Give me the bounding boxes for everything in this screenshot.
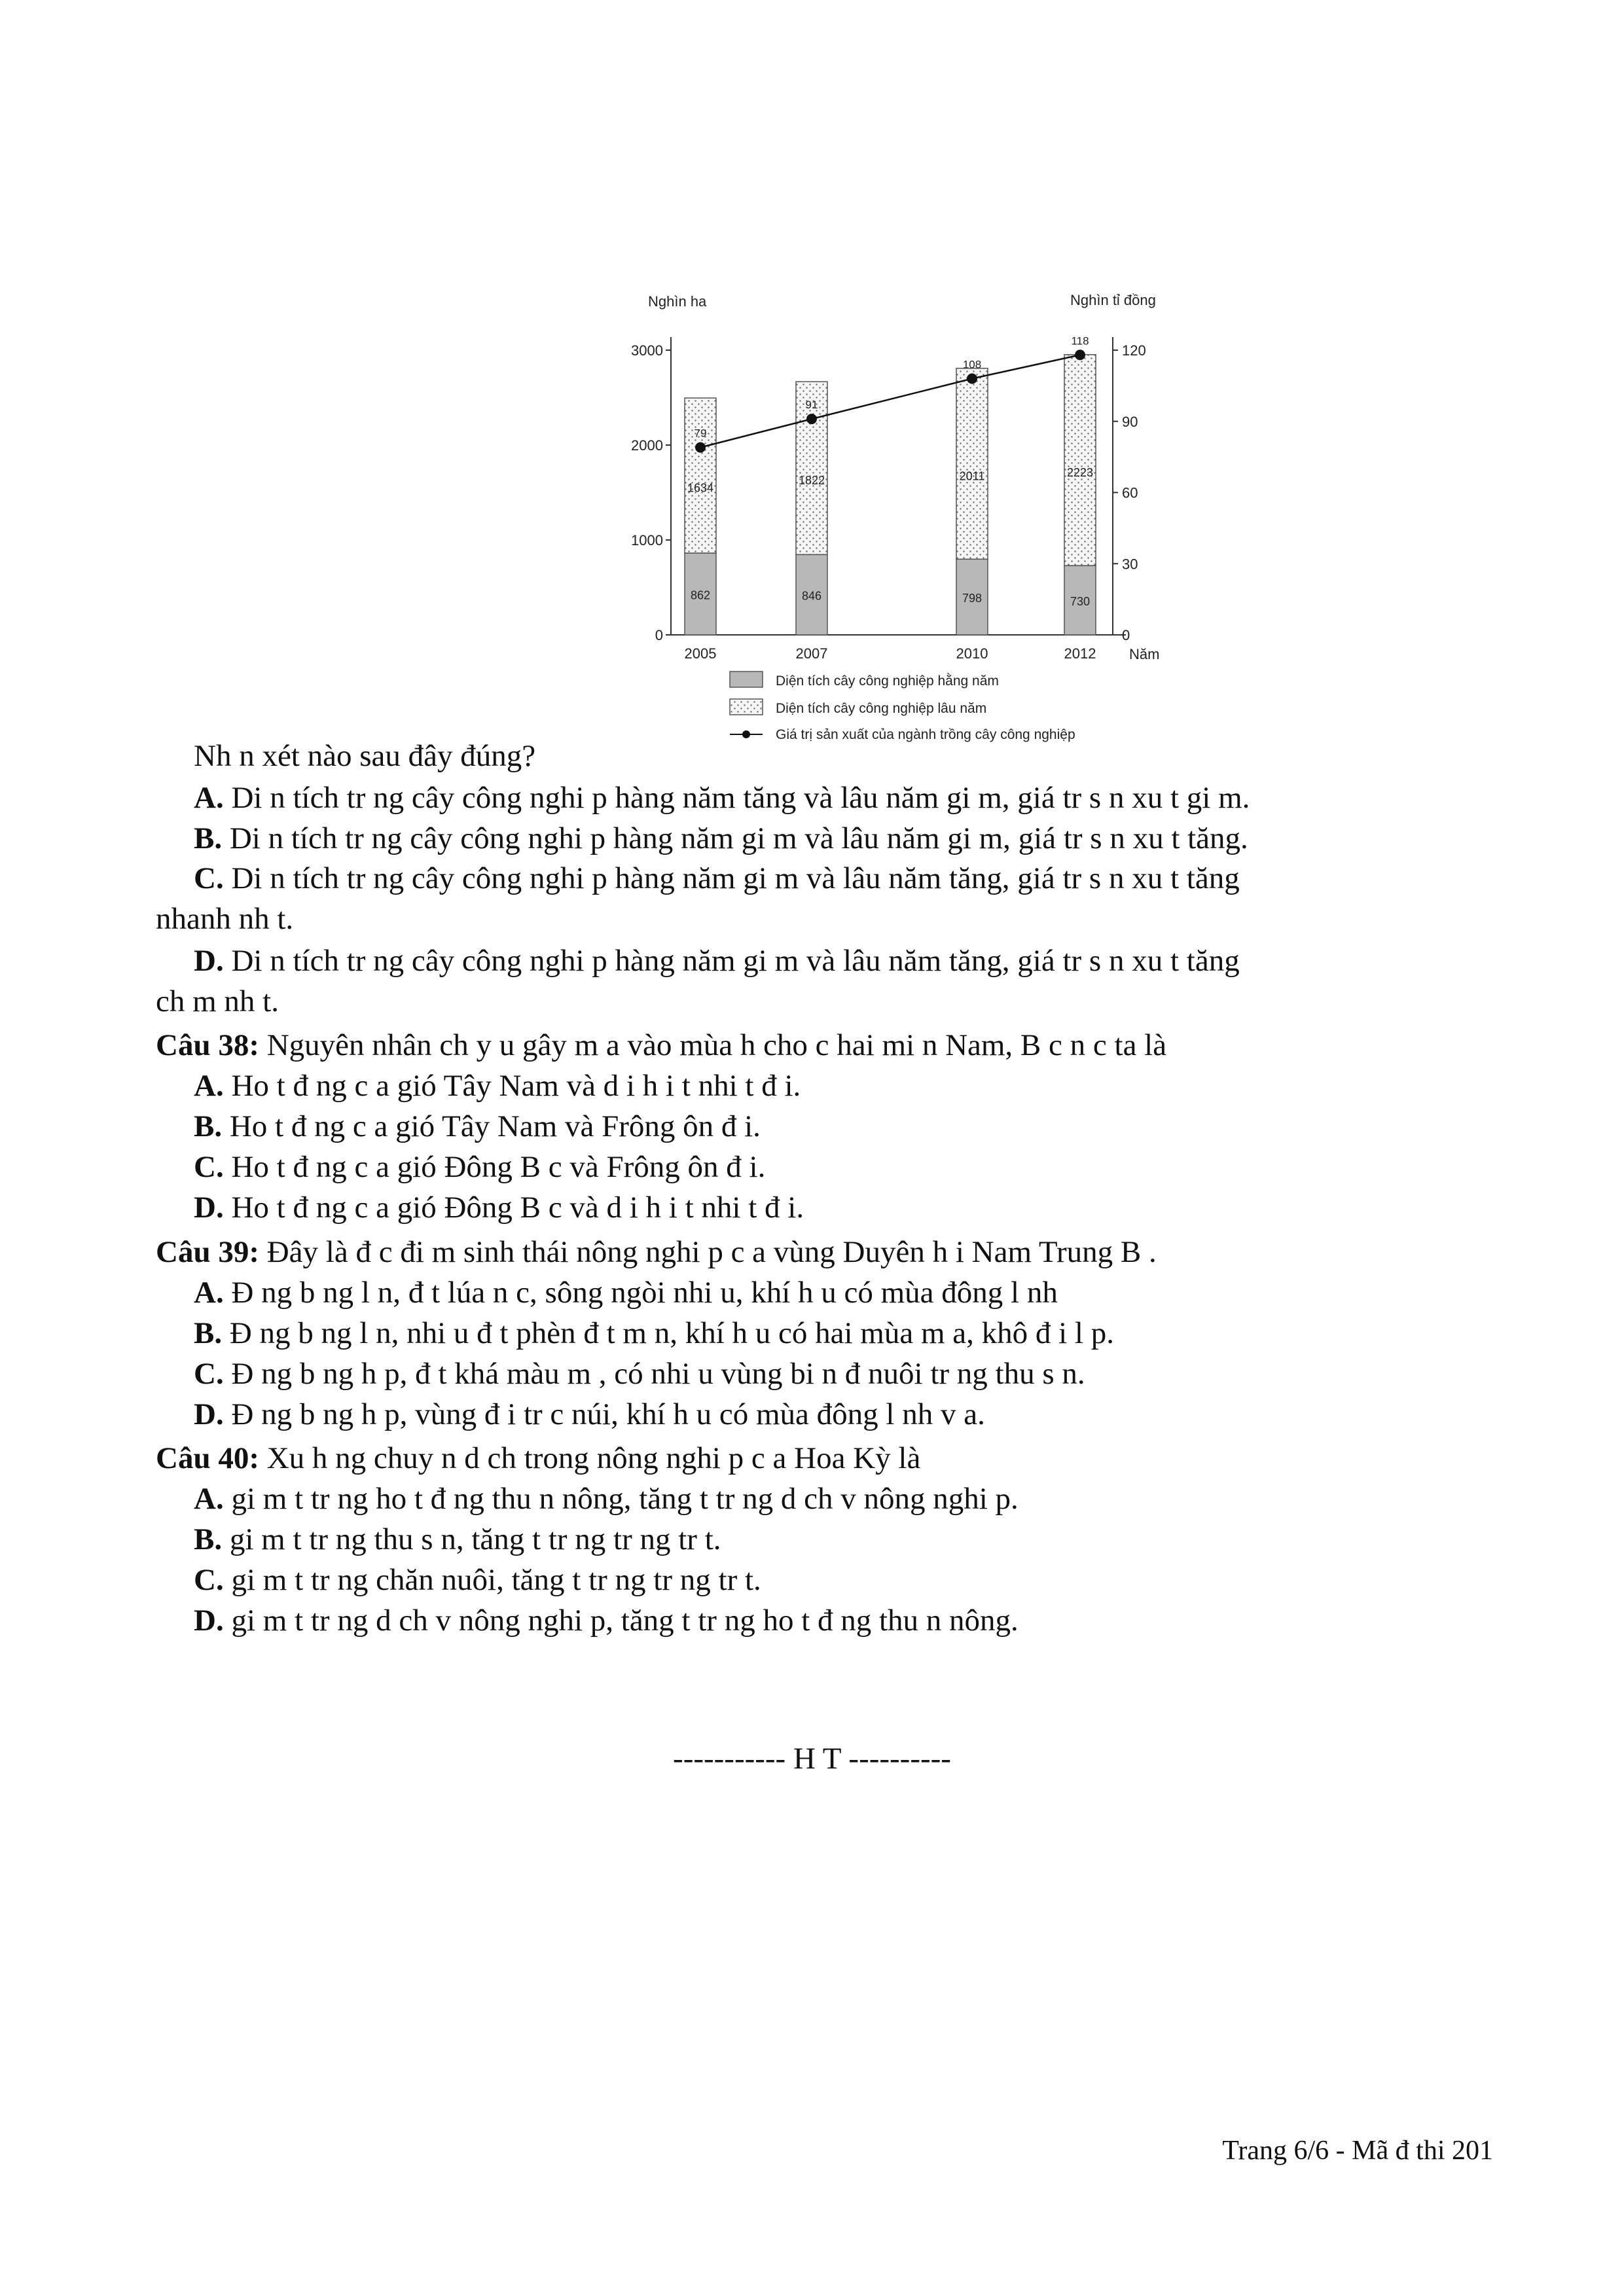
option-key: A. [194, 781, 224, 815]
right-tick-label: 120 [1122, 342, 1146, 359]
option-text: gi m t tr ng chăn nuôi, tăng t tr ng tr ng tr t. [223, 1563, 761, 1597]
bar-perennial-label: 2011 [959, 469, 985, 483]
end-marker: ----------- H T ---------- [673, 1742, 951, 1776]
left-tick-label: 3000 [631, 342, 663, 359]
option-key: A. [194, 1069, 224, 1103]
bar-annual-label: 730 [1070, 595, 1091, 609]
option-text: Di n tích tr ng cây công nghi p hàng năm gi m và lâu năm tăng, giá tr s n xu t tăng [223, 861, 1240, 895]
q37-option-a [194, 780, 1250, 816]
option-key: C. [194, 861, 224, 895]
left-tick-label: 0 [655, 627, 663, 643]
right-tick-label: 90 [1122, 413, 1138, 430]
q38-option-a [194, 1067, 801, 1104]
option-text: Đ ng b ng h p, đ t khá màu m , có nhi u vùng bi n đ nuôi tr ng thu s n. [223, 1357, 1085, 1391]
value-point-label: 108 [962, 358, 982, 371]
question-label: Câu 38: [156, 1028, 259, 1062]
bar-perennial-label: 2223 [1066, 465, 1094, 479]
legend-label-annual: Diện tích cây công nghiệp hằng năm [776, 673, 999, 689]
option-key: D. [194, 1604, 224, 1638]
value-point-2007 [806, 414, 817, 424]
option-text: Đ ng b ng l n, đ t lúa n c, sông ngòi nhi u, khí h u có mùa đông l nh [223, 1276, 1058, 1310]
left-axis-label: Nghìn ha [648, 293, 707, 310]
option-text: Ho t đ ng c a gió Tây Nam và Frông ôn đ i. [222, 1109, 761, 1143]
option-text: gi m t tr ng ho t đ ng thu n nông, tăng t tr ng d ch v nông nghi p. [223, 1482, 1019, 1516]
q38-option-d [194, 1189, 804, 1226]
value-point-2005 [695, 442, 706, 453]
option-text: Đ ng b ng h p, vùng đ i tr c núi, khí h u có mùa đông l nh v a. [223, 1397, 985, 1431]
q40-option-a [194, 1480, 1019, 1517]
option-text: Di n tích tr ng cây công nghi p hàng năm tăng và lâu năm gi m, giá tr s n xu t gi m. [223, 781, 1250, 815]
option-key: D. [194, 1397, 224, 1431]
x-axis-label: Năm [1129, 646, 1160, 662]
x-tick-label: 2012 [1064, 645, 1096, 662]
x-tick-label: 2005 [684, 645, 717, 662]
bar-perennial-label: 1822 [798, 474, 825, 488]
right-axis-label: Nghìn tỉ đồng [1070, 292, 1156, 308]
option-text: Ho t đ ng c a gió Đông B c và Frông ôn đ i. [223, 1150, 766, 1184]
legend-swatch-annual [730, 672, 763, 687]
q37-option-d [194, 942, 1240, 979]
option-text: gi m t tr ng d ch v nông nghi p, tăng t tr ng ho t đ ng thu n nông. [223, 1604, 1019, 1638]
q39-option-a [194, 1274, 1058, 1311]
value-point-label: 79 [694, 427, 707, 440]
q40-option-d [194, 1602, 1019, 1639]
q40-stem [156, 1440, 920, 1477]
q37-option-d-continued: ch m nh t. [156, 984, 279, 1018]
q38-option-c [194, 1149, 765, 1185]
legend-line-marker [742, 730, 750, 738]
value-point-label: 91 [805, 399, 818, 412]
page-footer: Trang 6/6 - Mã đ thi 201 [1222, 2136, 1493, 2166]
bar-perennial-2005 [685, 398, 716, 553]
legend-swatch-perennial [730, 699, 763, 715]
legend-label-perennial: Diện tích cây công nghiệp lâu năm [776, 701, 987, 716]
value-point-label: 118 [1071, 334, 1089, 348]
question-label: Câu 39: [156, 1235, 259, 1269]
option-key: C. [194, 1357, 224, 1391]
option-key: A. [194, 1482, 224, 1516]
option-key: B. [194, 1522, 223, 1556]
option-text: Di n tích tr ng cây công nghi p hàng năm gi m và lâu năm tăng, giá tr s n xu t tăng [223, 944, 1240, 978]
option-text: gi m t tr ng thu s n, tăng t tr ng tr ng tr t. [222, 1522, 721, 1556]
option-text: Di n tích tr ng cây công nghi p hàng năm gi m và lâu năm gi m, giá tr s n xu t tăng. [222, 821, 1248, 855]
question-text: Nguyên nhân ch y u gây m a vào mùa h cho c hai mi n Nam, B c n c ta là [259, 1028, 1167, 1062]
value-line [700, 355, 1080, 447]
q38-option-b [194, 1108, 761, 1145]
bar-annual-label: 862 [690, 588, 711, 602]
bar-perennial-label: 1634 [687, 481, 714, 495]
option-key: B. [194, 1316, 223, 1350]
q40-option-b [194, 1521, 721, 1558]
x-tick-label: 2010 [956, 645, 988, 662]
industrial-crops-chart [609, 288, 1178, 759]
question-text: Đây là đ c đi m sinh thái nông nghi p c a vùng Duyên h i Nam Trung B . [259, 1235, 1157, 1269]
x-tick-label: 2007 [795, 645, 828, 662]
option-text: Ho t đ ng c a gió Đông B c và d i h i t nhi t đ i. [223, 1191, 804, 1225]
option-key: B. [194, 1109, 223, 1143]
q37-option-c [194, 860, 1240, 897]
q40-option-c [194, 1562, 761, 1598]
bar-annual-label: 798 [962, 592, 983, 605]
bar-perennial-2010 [956, 368, 988, 560]
q39-option-c [194, 1355, 1085, 1392]
value-point-2010 [967, 374, 977, 384]
right-tick-label: 0 [1122, 627, 1130, 643]
question-label: Câu 40: [156, 1441, 259, 1475]
right-tick-label: 30 [1122, 556, 1138, 573]
option-key: B. [194, 821, 223, 855]
legend-label-value: Giá trị sản xuất của ngành trồng cây công nghiệp [776, 727, 1075, 742]
left-tick-label: 1000 [631, 532, 663, 548]
option-text: Ho t đ ng c a gió Tây Nam và d i h i t nhi t đ i. [223, 1069, 801, 1103]
option-key: C. [194, 1563, 224, 1597]
option-key: D. [194, 1191, 224, 1225]
value-point-2012 [1075, 350, 1085, 360]
q38-stem [156, 1027, 1166, 1064]
option-key: D. [194, 944, 224, 978]
question-text: Xu h ng chuy n d ch trong nông nghi p c a Hoa Kỳ là [259, 1441, 921, 1475]
q39-option-b [194, 1315, 1114, 1352]
option-text: Đ ng b ng l n, nhi u đ t phèn đ t m n, khí h u có hai mùa m a, khô đ i l p. [222, 1316, 1114, 1350]
left-tick-label: 2000 [631, 437, 663, 454]
option-key: A. [194, 1276, 224, 1310]
q39-stem [156, 1234, 1157, 1270]
q37-prompt: Nh n xét nào sau đây đúng? [194, 739, 536, 773]
bar-perennial-2012 [1064, 355, 1096, 565]
q39-option-d [194, 1396, 985, 1433]
option-key: C. [194, 1150, 224, 1184]
bar-annual-label: 846 [801, 589, 822, 603]
q37-option-b [194, 820, 1248, 857]
q37-option-c-continued: nhanh nh t. [156, 902, 294, 936]
right-tick-label: 60 [1122, 484, 1138, 501]
